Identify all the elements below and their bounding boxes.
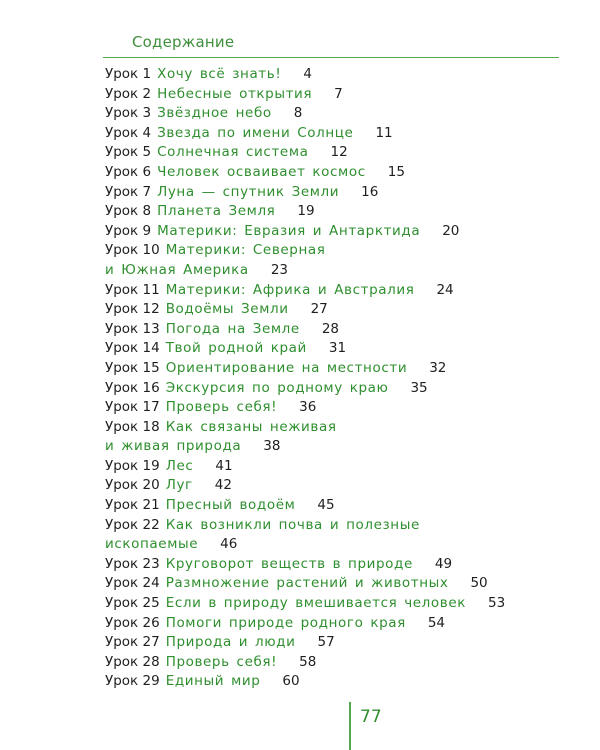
lesson-title: Проверь себя! [165,399,278,416]
lesson-label: Урок 20 [105,477,160,494]
page-ref: 46 [220,536,238,553]
lesson-label: Урок 17 [105,399,160,416]
page-ref: 38 [263,438,281,455]
toc-entry [105,457,585,477]
page-ref: 42 [214,477,232,494]
toc-entry [105,398,585,418]
lesson-label: Урок 10 [105,242,160,259]
lesson-label: Урок 28 [105,653,160,670]
lesson-title: Ориентирование на местности [165,359,408,376]
page-ref: 36 [299,399,317,416]
lesson-title: Круговорот веществ в природе [165,555,413,572]
lesson-label: Урок 15 [105,359,160,376]
lesson-title: Единый мир [165,673,261,690]
page-ref: 35 [410,379,428,396]
lesson-label: Урок 7 [105,183,152,200]
page-ref: 11 [375,124,393,141]
lesson-label: Урок 29 [105,673,160,690]
toc-entry [105,379,585,399]
header-divider [103,57,559,58]
page-ref: 31 [328,340,347,357]
lesson-label: Урок 14 [105,340,160,357]
lesson-label: Урок 5 [105,144,152,161]
toc-entry [105,614,585,634]
page-ref: 28 [321,320,340,337]
page-ref: 32 [429,359,447,376]
toc-entry [105,65,585,85]
lesson-title: Солнечная система [157,144,309,161]
lesson-title: Небесные открытия [157,85,313,102]
lesson-label: Урок 11 [105,281,160,298]
lesson-title: Помоги природе родного края [165,614,406,631]
page-ref: 54 [427,614,446,631]
lesson-label: Урок 25 [105,595,160,612]
toc-entry [105,202,585,222]
toc-entry [105,85,585,105]
toc-entry [105,222,585,242]
toc-entry [105,516,585,555]
lesson-label: Урок 19 [105,457,160,474]
lesson-title: Проверь себя! [165,653,278,670]
lesson-label: Урок 4 [105,124,152,141]
lesson-label: Урок 23 [105,555,160,572]
footer-divider [349,702,351,750]
lesson-title: Если в природу вмешивается человек [165,595,466,612]
toc-entry [105,555,585,575]
lesson-label: Урок 3 [105,105,152,122]
page-ref: 58 [299,653,317,670]
lesson-title-continuation: ископаемые [105,536,199,553]
lesson-label: Урок 22 [105,516,160,533]
page-ref: 16 [361,183,379,200]
lesson-label: Урок 6 [105,163,152,180]
page-ref: 27 [310,301,328,318]
page-number: 77 [360,707,382,727]
page-ref: 23 [270,261,288,278]
page-ref: 49 [434,555,453,572]
page-ref: 45 [317,497,335,514]
toc-entry [105,476,585,496]
lesson-title: Материки: Африка и Австралия [165,281,415,298]
page-ref: 15 [387,163,405,180]
lesson-title: Человек осваивает космос [157,163,366,180]
page-ref: 60 [282,673,300,690]
lesson-title: Лес [165,457,194,474]
toc-entry [105,143,585,163]
toc-entry [105,574,585,594]
toc-entry [105,653,585,673]
toc-entry [105,633,585,653]
lesson-label: Урок 2 [105,85,152,102]
page-ref: 8 [293,105,303,122]
lesson-label: Урок 24 [105,575,160,592]
lesson-title: Звезда по имени Солнце [157,124,354,141]
lesson-title: Материки: Евразия и Антарктида [157,222,421,239]
toc-entry [105,418,585,457]
toc-entry [105,163,585,183]
lesson-title: Планета Земля [157,203,276,220]
toc-entry [105,359,585,379]
lesson-title: Водоёмы Земли [165,301,289,318]
lesson-label: Урок 16 [105,379,160,396]
toc-entry [105,320,585,340]
table-of-contents [105,65,585,692]
toc-entry [105,672,585,692]
toc-entry [105,339,585,359]
page-ref: 12 [330,144,348,161]
lesson-title: Материки: Северная [165,242,326,259]
lesson-title: Твой родной край [165,340,307,357]
page-ref: 20 [442,222,460,239]
page-ref: 7 [334,85,343,102]
lesson-title: Хочу всё знать! [157,66,282,82]
toc-entry [105,241,585,280]
lesson-title: Экскурсия по родному краю [165,379,389,396]
page-ref: 4 [303,66,312,82]
lesson-label: Урок 18 [105,418,160,435]
lesson-label: Урок 13 [105,320,160,337]
page-ref: 41 [215,457,233,474]
page-ref: 24 [436,281,454,298]
lesson-label: Урок 21 [105,497,160,514]
toc-entry [105,104,585,124]
toc-entry [105,594,585,614]
toc-entry [105,281,585,301]
lesson-title: Погода на Земле [165,320,300,337]
lesson-title: Как возникли почва и полезные [165,516,420,533]
lesson-title: Луна — спутник Земли [157,183,340,200]
page-ref: 57 [317,634,335,651]
lesson-label: Урок 8 [105,203,152,220]
lesson-title-continuation: и Южная Америка [105,261,249,278]
lesson-label: Урок 26 [105,614,160,631]
lesson-title: Как связаны неживая [165,418,337,435]
page-ref: 19 [297,203,315,220]
page-ref: 53 [488,595,506,612]
lesson-label: Урок 27 [105,634,160,651]
lesson-label: Урок 9 [105,222,152,239]
lesson-title: Природа и люди [165,634,296,651]
lesson-title: Пресный водоём [165,497,296,514]
page-ref: 50 [470,575,488,592]
lesson-title: Размножение растений и животных [165,575,449,592]
toc-entry [105,183,585,203]
toc-entry [105,124,585,144]
lesson-label: Урок 12 [105,301,160,318]
lesson-label: Урок 1 [105,66,152,82]
lesson-title: Луг [165,477,193,494]
page-header-title: Содержание [132,33,235,51]
toc-entry [105,300,585,320]
lesson-title: Звёздное небо [157,105,272,122]
toc-entry [105,496,585,516]
lesson-title-continuation: и живая природа [105,438,242,455]
